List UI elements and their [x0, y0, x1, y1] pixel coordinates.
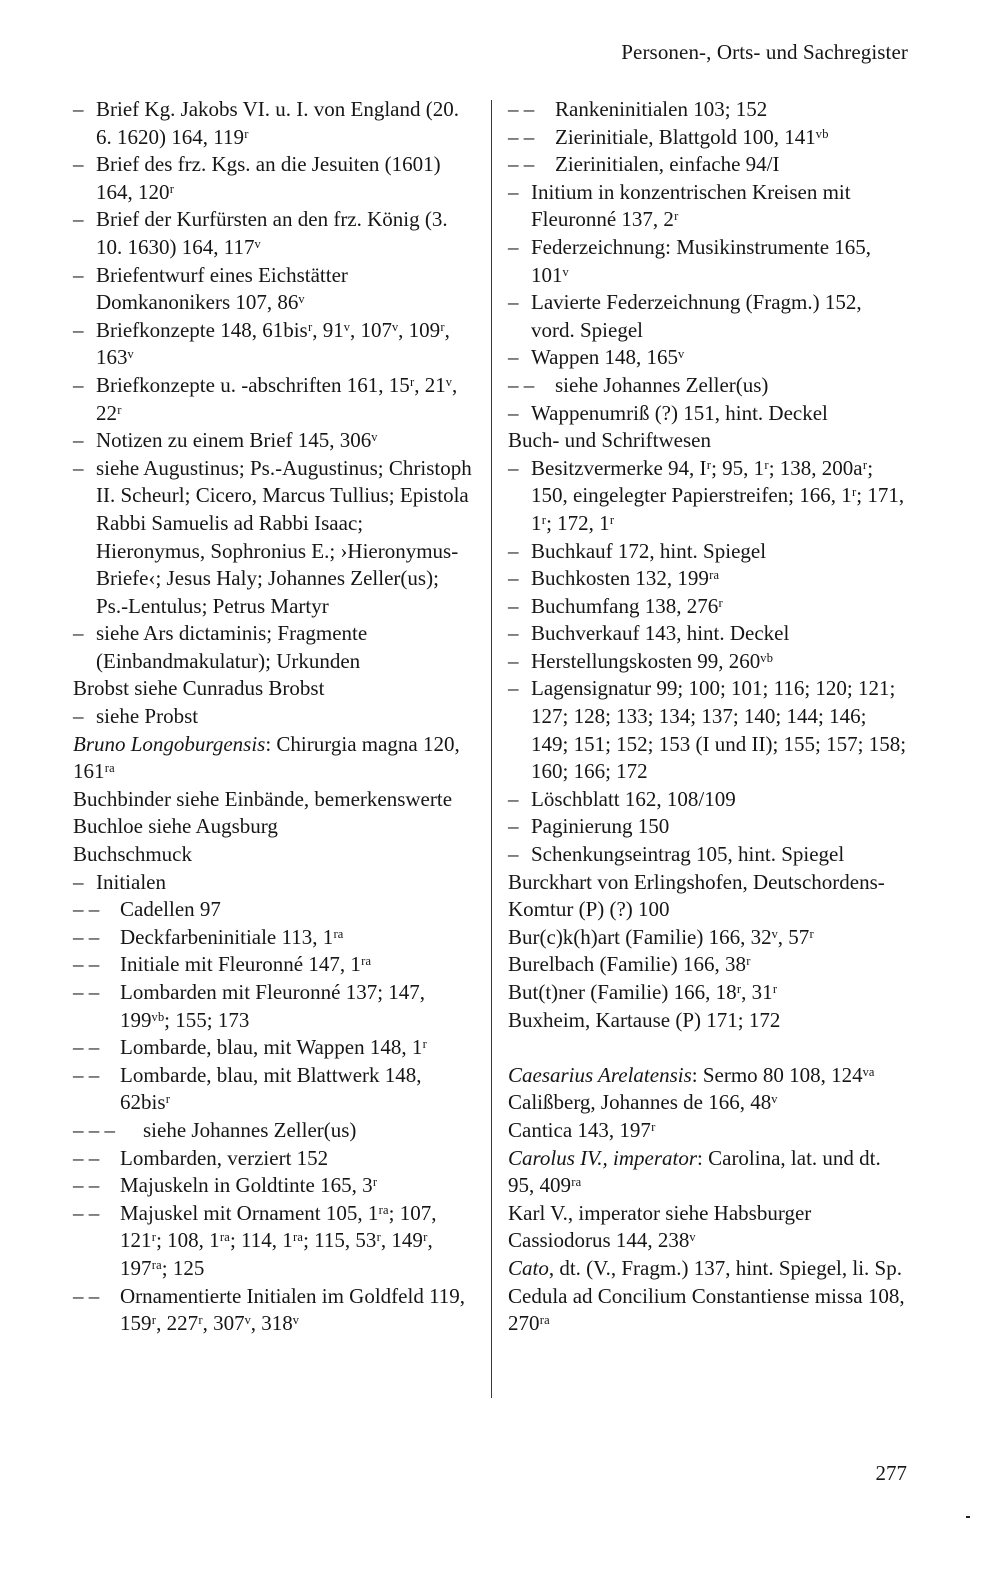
entry-text: Wappen 148, 165ᵛ: [531, 345, 685, 370]
entry-text: Wappenumriß (?) 151, hint. Deckel: [531, 400, 828, 425]
index-entry: [73, 786, 475, 814]
entry-dash: – –: [73, 924, 100, 949]
index-entry: [73, 427, 475, 455]
entry-text: Lombarden, verziert 152: [120, 1145, 329, 1170]
entry-dash: –: [508, 290, 519, 315]
entry-text: Buchumfang 138, 276ʳ: [531, 593, 723, 618]
index-entry: [508, 1145, 908, 1200]
entry-text: Deckfarbeninitiale 113, 1ʳᵃ: [120, 924, 344, 949]
entry-text: Herstellungskosten 99, 260ᵛᵇ: [531, 648, 773, 673]
entry-text: , dt. (V., Fragm.) 137, hint. Spiegel, li. Sp.: [548, 1255, 902, 1280]
index-entry: [73, 1200, 475, 1283]
entry-dash: –: [508, 593, 519, 618]
entry-dash: –: [73, 262, 84, 287]
entry-text: siehe Augustinus; Ps.-Augustinus; Christoph II. Scheurl; Cicero, Marcus Tullius; Epistola Rabbi Samuelis ad Rabbi Isaac; Hieronymus, Sophronius E.; ›Hieronymus-Briefe‹; Jesus Haly; Johannes Zeller(us); Ps.-Lentulus; Petrus Martyr: [96, 455, 472, 618]
entry-dash: –: [508, 538, 519, 563]
entry-text: Schenkungseintrag 105, hint. Spiegel: [531, 842, 845, 867]
entry-text: Lombarde, blau, mit Wappen 148, 1ʳ: [120, 1035, 427, 1060]
index-entry: [73, 1062, 475, 1117]
entry-dash: –: [73, 428, 84, 453]
entry-dash: –: [508, 455, 519, 480]
index-entry: [508, 841, 908, 869]
index-entry: [73, 979, 475, 1034]
index-entry: [73, 206, 475, 261]
entry-dash: – –: [73, 1145, 100, 1170]
entry-text: Burckhart von Erlingshofen, Deutschordens-Komtur (P) (?) 100: [508, 869, 885, 922]
index-entry: [508, 979, 908, 1007]
entry-text: Besitzvermerke 94, Iʳ; 95, 1ʳ; 138, 200aʳ; 150, eingelegter Papierstreifen; 166, 1ʳ; 171, 1ʳ; 172, 1ʳ: [531, 455, 905, 535]
entry-text: : Chirurgia magna 120, 161ʳᵃ: [73, 731, 460, 784]
index-entry: [508, 179, 908, 234]
running-header: Personen-, Orts- und Sachregister: [621, 40, 908, 64]
index-entry: [73, 951, 475, 979]
index-entry: [508, 869, 908, 924]
index-entry: [508, 924, 908, 952]
index-entry: [73, 675, 475, 703]
index-entry: [73, 620, 475, 675]
index-entry: [73, 731, 475, 786]
entry-text: : Sermo 80 108, 124ᵛᵃ: [691, 1062, 875, 1087]
entry-text: Buxheim, Kartause (P) 171; 172: [508, 1007, 781, 1032]
entry-dash: –: [73, 869, 84, 894]
entry-text: Majuskeln in Goldtinte 165, 3ʳ: [120, 1173, 378, 1198]
entry-text: Burelbach (Familie) 166, 38ʳ: [508, 952, 751, 977]
scan-speck: [966, 1516, 970, 1518]
entry-text: Buchverkauf 143, hint. Deckel: [531, 621, 790, 646]
index-entry: [73, 372, 475, 427]
index-entry: [73, 317, 475, 372]
index-entry: [508, 1283, 908, 1338]
entry-dash: – –: [508, 97, 535, 121]
entry-text: Lavierte Federzeichnung (Fragm.) 152, vord. Spiegel: [531, 290, 862, 342]
entry-text: Brief der Kurfürsten an den frz. König (3. 10. 1630) 164, 117ᵛ: [96, 207, 448, 259]
entry-dash: – –: [508, 124, 535, 149]
index-entry: [73, 703, 475, 731]
entry-dash: – –: [73, 980, 100, 1004]
entry-text: Bur(c)k(h)art (Familie) 166, 32ᵛ, 57ʳ: [508, 924, 814, 949]
entry-text: siehe Ars dictaminis; Fragmente (Einbandmakulatur); Urkunden: [96, 621, 368, 673]
entry-dash: – –: [73, 1035, 100, 1060]
index-entry: [508, 1117, 908, 1145]
index-entry: [508, 786, 908, 814]
entry-dash: –: [508, 814, 519, 839]
entry-text: Brief des frz. Kgs. an die Jesuiten (1601) 164, 120ʳ: [96, 152, 441, 204]
entry-text: Rankeninitialen 103; 152: [555, 97, 768, 121]
entry-author: Caesarius Arelatensis: [508, 1062, 692, 1087]
entry-dash: –: [508, 676, 519, 701]
entry-dash: – –: [73, 1200, 100, 1225]
entry-text: siehe Probst: [96, 704, 199, 729]
page-number: 277: [875, 1461, 907, 1485]
entry-dash: –: [73, 704, 84, 729]
entry-text: Cantica 143, 197ʳ: [508, 1117, 656, 1142]
index-entry: [508, 289, 908, 344]
index-entry: [73, 1172, 475, 1200]
entry-author: Cato: [508, 1255, 549, 1280]
index-entry: [508, 1200, 908, 1228]
index-entry: [73, 1145, 475, 1173]
entry-dash: –: [508, 400, 519, 425]
entry-dash: – –: [73, 1173, 100, 1198]
entry-dash: – –: [73, 897, 100, 922]
index-entry: [508, 593, 908, 621]
index-entry: [508, 565, 908, 593]
entry-text: But(t)ner (Familie) 166, 18ʳ, 31ʳ: [508, 980, 778, 1004]
entry-text: Zierinitialen, einfache 94/I: [555, 152, 780, 177]
entry-text: Buchschmuck: [73, 842, 192, 867]
index-entry: [508, 1255, 908, 1283]
entry-text: Buchbinder siehe Einbände, bemerkenswerte: [73, 786, 453, 811]
index-entry: [508, 675, 908, 785]
entry-dash: – –: [73, 1062, 100, 1087]
entry-dash: –: [73, 152, 84, 177]
index-entry: [508, 1062, 908, 1090]
index-entry: [73, 96, 475, 151]
entry-dash: –: [508, 179, 519, 204]
entry-text: Paginierung 150: [531, 814, 670, 839]
entry-dash: –: [73, 621, 84, 646]
index-entry: [73, 896, 475, 924]
index-entry: [508, 124, 908, 152]
entry-dash: –: [508, 842, 519, 867]
entry-dash: – – –: [73, 1117, 115, 1142]
entry-dash: –: [73, 372, 84, 397]
entry-text: Calißberg, Johannes de 166, 48ᵛ: [508, 1090, 778, 1115]
entry-author: Carolus IV., imperator: [508, 1145, 698, 1170]
entry-text: Buchkauf 172, hint. Spiegel: [531, 538, 767, 563]
index-entry: [508, 620, 908, 648]
entry-dash: –: [508, 648, 519, 673]
entry-text: Cedula ad Concilium Constantiense missa 108, 270ʳᵃ: [508, 1283, 905, 1336]
entry-text: Lombarde, blau, mit Blattwerk 148, 62bisʳ: [120, 1062, 422, 1115]
entry-text: Federzeichnung: Musikinstrumente 165, 101ᵛ: [531, 234, 872, 287]
column-divider: [491, 100, 492, 1398]
entry-text: Initialen: [96, 869, 166, 894]
index-entry: [508, 400, 908, 428]
entry-text: : Carolina, lat. und dt. 95, 409ʳᵃ: [508, 1145, 881, 1198]
entry-text: Karl V., imperator siehe Habsburger: [508, 1200, 812, 1225]
entry-dash: –: [508, 621, 519, 646]
index-entry: [73, 455, 475, 621]
entry-dash: –: [508, 234, 519, 259]
entry-text: Brief Kg. Jakobs VI. u. I. von England (20. 6. 1620) 164, 119ʳ: [96, 97, 459, 149]
entry-text: Briefentwurf eines Eichstätter Domkanonikers 107, 86ᵛ: [96, 262, 348, 315]
entry-text: Zierinitiale, Blattgold 100, 141ᵛᵇ: [555, 124, 829, 149]
index-entry: [508, 813, 908, 841]
entry-text: Notizen zu einem Brief 145, 306ᵛ: [96, 428, 378, 453]
index-entry: [508, 1089, 908, 1117]
entry-text: Briefkonzepte u. -abschriften 161, 15ʳ, 21ᵛ, 22ʳ: [96, 372, 458, 425]
index-entry: [508, 1227, 908, 1255]
index-entry: [73, 869, 475, 897]
entry-text: Briefkonzepte 148, 61bisʳ, 91ᵛ, 107ᵛ, 109ʳ, 163ᵛ: [96, 317, 450, 370]
entry-text: Lombarden mit Fleuronné 137; 147, 199ᵛᵇ; 155; 173: [120, 980, 426, 1032]
entry-text: Löschblatt 162, 108/109: [531, 786, 736, 811]
index-entry: [73, 813, 475, 841]
entry-author: Bruno Longoburgensis: [73, 731, 266, 756]
entry-dash: – –: [73, 952, 100, 977]
entry-dash: –: [508, 566, 519, 591]
entry-text: Cassiodorus 144, 238ᵛ: [508, 1228, 696, 1253]
index-entry: [508, 538, 908, 566]
entry-text: Majuskel mit Ornament 105, 1ʳᵃ; 107, 121ʳ; 108, 1ʳᵃ; 114, 1ʳᵃ; 115, 53ʳ, 149ʳ, 197ʳᵃ; 125: [120, 1200, 437, 1280]
entry-dash: –: [508, 786, 519, 811]
entry-dash: – –: [508, 152, 535, 177]
index-entry: [508, 151, 908, 179]
entry-dash: –: [73, 97, 84, 121]
left-column: [73, 96, 475, 1338]
entry-text: Initium in konzentrischen Kreisen mit Fleuronné 137, 2ʳ: [531, 179, 851, 232]
entry-text: Initiale mit Fleuronné 147, 1ʳᵃ: [120, 952, 372, 977]
index-entry: [508, 234, 908, 289]
index-entry: [73, 924, 475, 952]
index-entry: [73, 841, 475, 869]
entry-text: Buchkosten 132, 199ʳᵃ: [531, 566, 720, 591]
index-entry: [73, 1034, 475, 1062]
index-entry: [73, 1283, 475, 1338]
entry-text: Ornamentierte Initialen im Goldfeld 119, 159ʳ, 227ʳ, 307ᵛ, 318ᵛ: [120, 1283, 466, 1336]
index-entry: [73, 1117, 475, 1145]
index-entry: [73, 151, 475, 206]
entry-dash: –: [73, 455, 84, 480]
index-entry: [508, 372, 908, 400]
index-entry: [508, 455, 908, 538]
index-entry: [73, 262, 475, 317]
entry-text: Brobst siehe Cunradus Brobst: [73, 676, 325, 701]
right-column: [508, 96, 908, 1338]
index-entry: [508, 344, 908, 372]
entry-text: Lagensignatur 99; 100; 101; 116; 120; 121; 127; 128; 133; 134; 137; 140; 144; 146; 149; 151; 152; 153 (I und II); 155; 157; 158; 160; 166; 172: [531, 676, 907, 784]
entry-dash: – –: [73, 1283, 100, 1308]
entry-text: siehe Johannes Zeller(us): [555, 372, 769, 397]
entry-dash: –: [508, 345, 519, 370]
entry-text: siehe Johannes Zeller(us): [143, 1117, 357, 1142]
entry-text: Buch- und Schriftwesen: [508, 428, 711, 453]
index-entry: [508, 648, 908, 676]
entry-dash: –: [73, 207, 84, 232]
entry-text: Cadellen 97: [120, 897, 221, 922]
index-entry: [508, 951, 908, 979]
index-entry: [508, 96, 908, 124]
entry-dash: –: [73, 317, 84, 342]
index-entry: [508, 1007, 908, 1035]
entry-text: Buchloe siehe Augsburg: [73, 814, 278, 839]
index-entry: [508, 427, 908, 455]
entry-dash: – –: [508, 372, 535, 397]
